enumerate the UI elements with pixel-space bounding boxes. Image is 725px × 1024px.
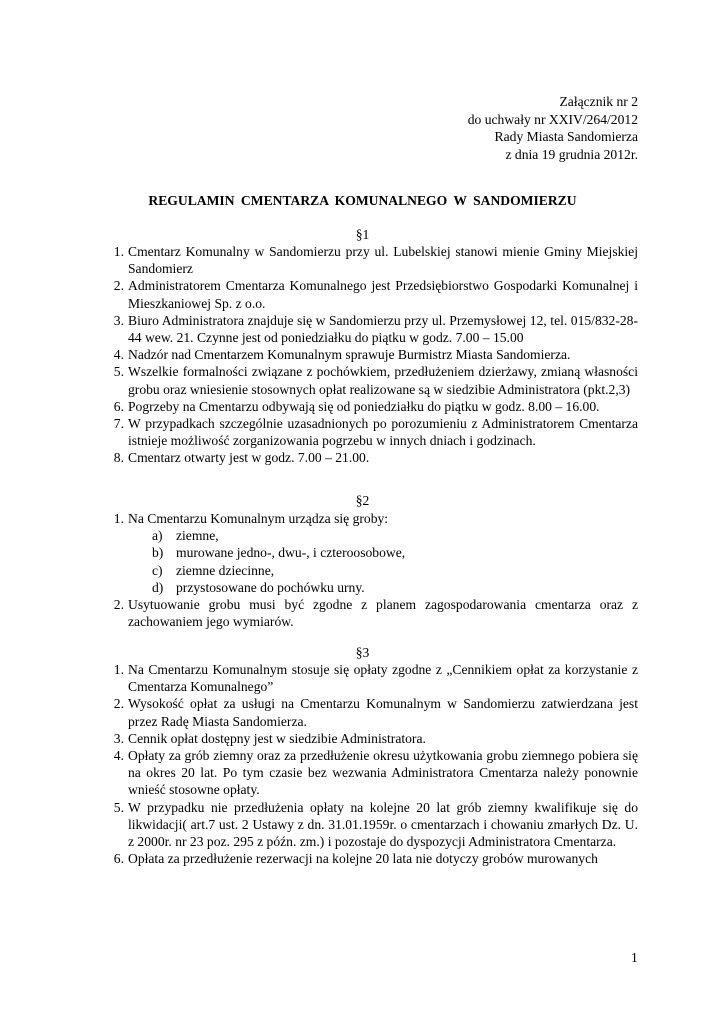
item-number: 6 . [108,398,124,415]
sub-item-letter: d ) [152,579,163,596]
list-item [100,398,638,415]
item-text: W przypadkach szczególnie uzasadnionych po porozumieniu z Administratorem Cmentarza istnieje możliwość zorganizowania pogrzebu w innych dniach i godzinach. [128,416,638,449]
list-item [100,346,638,363]
attachment-header [468,93,638,163]
page-number: 1 [631,950,638,965]
item-text: W przypadku nie przedłużenia opłaty na kolejne 20 lat grób ziemny kwalifikuje się do likwidacji( art.7 ust. 2 Ustawy z dn. 31.01.1959r. o cmentarzach i chowaniu zmarłych Dz. U. z 2000r. nr 23 poz. 295 z późn. zm.) i pozostaje do dyspozycji Administratora Cmentarza. [128,799,638,850]
item-text: Opłata za przedłużenie rezerwacji na kolejne 20 lata nie dotyczy grobów murowanych [128,851,598,867]
header-line: Rady Miasta Sandomierza [494,129,638,144]
sub-item-text: przystosowane do pochówku urny. [176,579,365,595]
sub-list-item [128,544,638,561]
header-line: z dnia 19 grudnia 2012r. [505,146,638,162]
list-item [100,449,638,466]
header-line: do uchwały nr XXIV/264/2012 [467,111,638,127]
item-text: Nadzór nad Cmentarzem Komunalnym sprawuje Burmistrz Miasta Sandomierza. [128,347,571,363]
sub-list-item [128,579,638,596]
list-item [100,510,638,596]
section-mark-3: §3 [355,645,370,660]
item-number: 2 . [108,596,124,613]
list-item [100,363,638,397]
list-item [100,747,638,799]
list-item [100,695,638,729]
list-item [100,799,638,851]
list-item [100,850,638,867]
section-2-list [100,510,638,630]
item-number: 1 . [108,243,124,260]
item-number: 6 . [108,850,124,867]
section-1-list [100,243,638,467]
section-3-list [100,661,638,867]
item-number: 3 . [108,730,124,747]
item-text: Usytuowanie grobu musi być zgodne z planem zagospodarowania cmentarza oraz z zachowaniem jego wymiarów. [128,597,638,630]
list-item [100,277,638,311]
sub-list-item [128,527,638,544]
item-number: 3 . [108,312,124,329]
header-line: Załącznik nr 2 [559,94,638,109]
item-number: 7 . [108,415,124,432]
item-text: Cmentarz Komunalny w Sandomierzu przy ul. Lubelskiej stanowi mienie Gminy Miejskiej Sandomierz [128,244,638,277]
sub-list-item [128,562,638,579]
list-item [100,596,638,630]
item-number: 4 . [108,346,124,363]
list-item [100,415,638,449]
sub-item-letter: c ) [152,562,163,579]
item-text: Opłaty za grób ziemny oraz za przedłużenie okresu użytkowania grobu ziemnego pobiera się na okres 20 lat. Po tym czasie bez wezwania Administratora Cmentarza należy ponownie wnieść stosowne opłaty. [128,748,638,798]
list-item [100,243,638,277]
sub-item-text: ziemne dziecinne, [176,562,275,578]
document-title: REGULAMIN CMENTARZA KOMUNALNEGO W SANDOMIERZU [148,193,577,208]
sub-item-letter: b ) [152,544,163,561]
item-number: 1 . [108,661,124,678]
item-text: Cmentarz otwarty jest w godz. 7.00 – 21.00. [128,450,370,466]
item-number: 8 . [108,449,124,466]
item-text: Pogrzeby na Cmentarzu odbywają się od poniedziałku do piątku w godz. 8.00 – 16.00. [128,398,600,414]
sub-item-text: ziemne, [176,528,219,544]
item-text: Cennik opłat dostępny jest w siedzibie Administratora. [128,730,426,746]
item-text: Na Cmentarzu Komunalnym urządza się groby: [128,511,389,526]
item-text: Wysokość opłat za usługi na Cmentarzu Komunalnym w Sandomierzu zatwierdzana jest przez Radę Miasta Sandomierza. [128,696,638,729]
list-item [100,661,638,695]
item-text: Administratorem Cmentarza Komunalnego jest Przedsiębiorstwo Gospodarki Komunalnej i Mieszkaniowej Sp. z o.o. [128,278,638,311]
grave-types-list [128,527,638,596]
item-number: 5 . [108,363,124,380]
item-number: 4 . [108,747,124,764]
item-number: 2 . [108,695,124,712]
section-mark-2: §2 [355,493,370,508]
item-text: Biuro Administratora znajduje się w Sandomierzu przy ul. Przemysłowej 12, tel. 015/832-28-44 wew. 21. Czynne jest od poniedziałku do piątku w godz. 7.00 – 15.00 [128,312,638,346]
list-item [100,730,638,747]
item-number: 2 . [108,277,124,294]
item-number: 1 . [108,510,124,527]
section-mark-1: §1 [355,227,370,242]
item-number: 5 . [108,799,124,816]
item-text: Wszelkie formalności związane z pochówkiem, przedłużeniem dzierżawy, zmianą własności grobu oraz wniesienie stosownych opłat realizowane są w siedzibie Administratora (pkt.2,3) [128,364,638,397]
sub-item-letter: a ) [152,527,163,544]
list-item [100,312,638,346]
sub-item-text: murowane jedno-, dwu-, i czteroosobowe, [176,545,406,561]
item-text: Na Cmentarzu Komunalnym stosuje się opłaty zgodne z „Cennikiem opłat za korzystanie z Cmentarza Komunalnego” [128,662,638,695]
